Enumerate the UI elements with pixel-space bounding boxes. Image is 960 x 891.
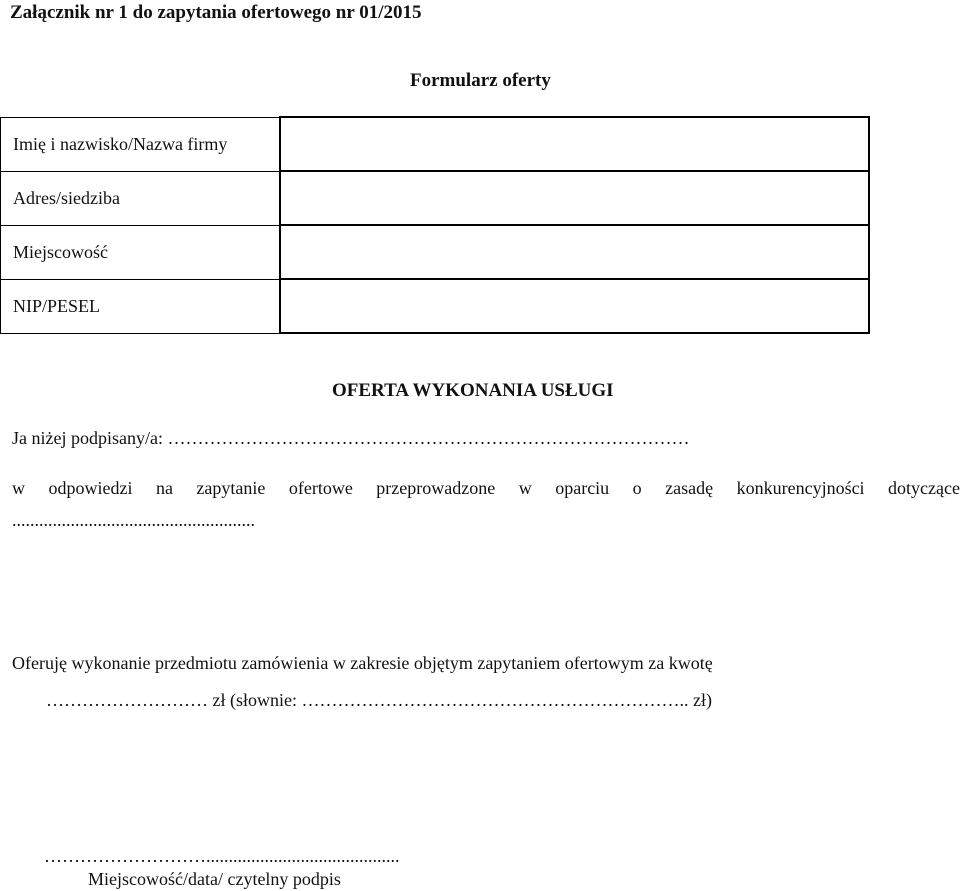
- attachment-header: Załącznik nr 1 do zapytania ofertowego nr 01/2015: [10, 2, 422, 23]
- offer-title: OFERTA WYKONANIA USŁUGI: [332, 380, 614, 401]
- table-row: [1, 225, 870, 279]
- table-row: [1, 171, 870, 225]
- city-label: Miejscowość: [1, 225, 280, 279]
- signer-line: Ja niżej podpisany/a: ……………………………………………………………………………: [12, 428, 690, 448]
- contractor-info-table: [0, 116, 870, 334]
- address-label: Adres/siedziba: [1, 171, 280, 225]
- city-field[interactable]: [280, 225, 870, 279]
- response-dots: ......................................................: [12, 510, 255, 530]
- table-row: [1, 279, 870, 333]
- form-title: Formularz oferty: [410, 70, 551, 91]
- amount-line: ……………………… zł (słownie: ……………………………………………………….. zł): [46, 690, 712, 710]
- offer-text: Oferuję wykonanie przedmiotu zamówienia w zakresie objętym zapytaniem ofertowym za kwotę: [12, 653, 713, 673]
- response-text: w odpowiedzi na zapytanie ofertowe przeprowadzone w oparciu o zasadę konkurencyjności dotyczące: [12, 478, 960, 498]
- signature-dots: ………………………...........................................: [44, 846, 400, 866]
- nip-pesel-field[interactable]: [280, 279, 870, 333]
- name-label: Imię i nazwisko/Nazwa firmy: [1, 117, 280, 171]
- signature-label: Miejscowość/data/ czytelny podpis: [88, 869, 341, 889]
- name-field[interactable]: [280, 117, 870, 171]
- address-field[interactable]: [280, 171, 870, 225]
- nip-pesel-label: NIP/PESEL: [1, 279, 280, 333]
- table-row: [1, 117, 870, 171]
